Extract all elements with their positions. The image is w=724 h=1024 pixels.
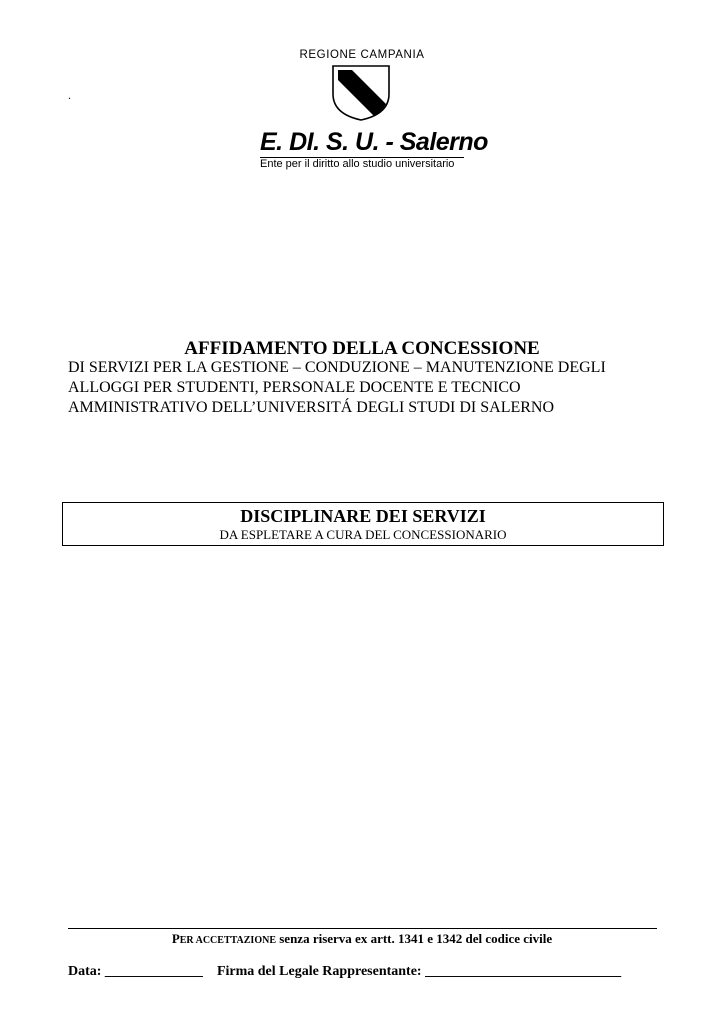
subject-line: DI SERVIZI PER LA GESTIONE – CONDUZIONE – MANUTENZIONE DEGLI: [68, 359, 606, 376]
section-subtitle: DA ESPLETARE A CURA DEL CONCESSIONARIO: [219, 527, 507, 542]
subject-line: AMMINISTRATIVO DELL’UNIVERSITÁ DEGLI STUDI DI SALERNO: [68, 399, 555, 416]
regione-campania-emblem-icon: [330, 64, 392, 122]
acceptance-text: senza riserva ex artt. 1341 e 1342 del codice civile: [276, 931, 553, 946]
region-label: REGIONE CAMPANIA: [299, 49, 425, 61]
acceptance-smallcaps: ER ACCETTAZIONE: [179, 935, 276, 946]
document-subject: [68, 358, 657, 418]
acceptance-cap: P: [171, 931, 180, 946]
organization-subtitle: Ente per il diritto allo studio universitario: [260, 158, 455, 170]
organization-name: E. DI. S. U. - Salerno: [260, 128, 488, 156]
date-field: Data: ______________: [68, 964, 203, 979]
acceptance-statement: [0, 931, 724, 947]
footer-divider: [68, 928, 657, 929]
signature-line: [68, 964, 621, 980]
stray-mark: .: [68, 88, 71, 102]
subject-line: ALLOGGI PER STUDENTI, PERSONALE DOCENTE E TECNICO: [68, 379, 521, 396]
document-heading: AFFIDAMENTO DELLA CONCESSIONE: [184, 338, 540, 359]
signature-field: Firma del Legale Rappresentante: ____________________________: [216, 964, 622, 979]
section-title: DISCIPLINARE DEI SERVIZI: [240, 506, 486, 526]
